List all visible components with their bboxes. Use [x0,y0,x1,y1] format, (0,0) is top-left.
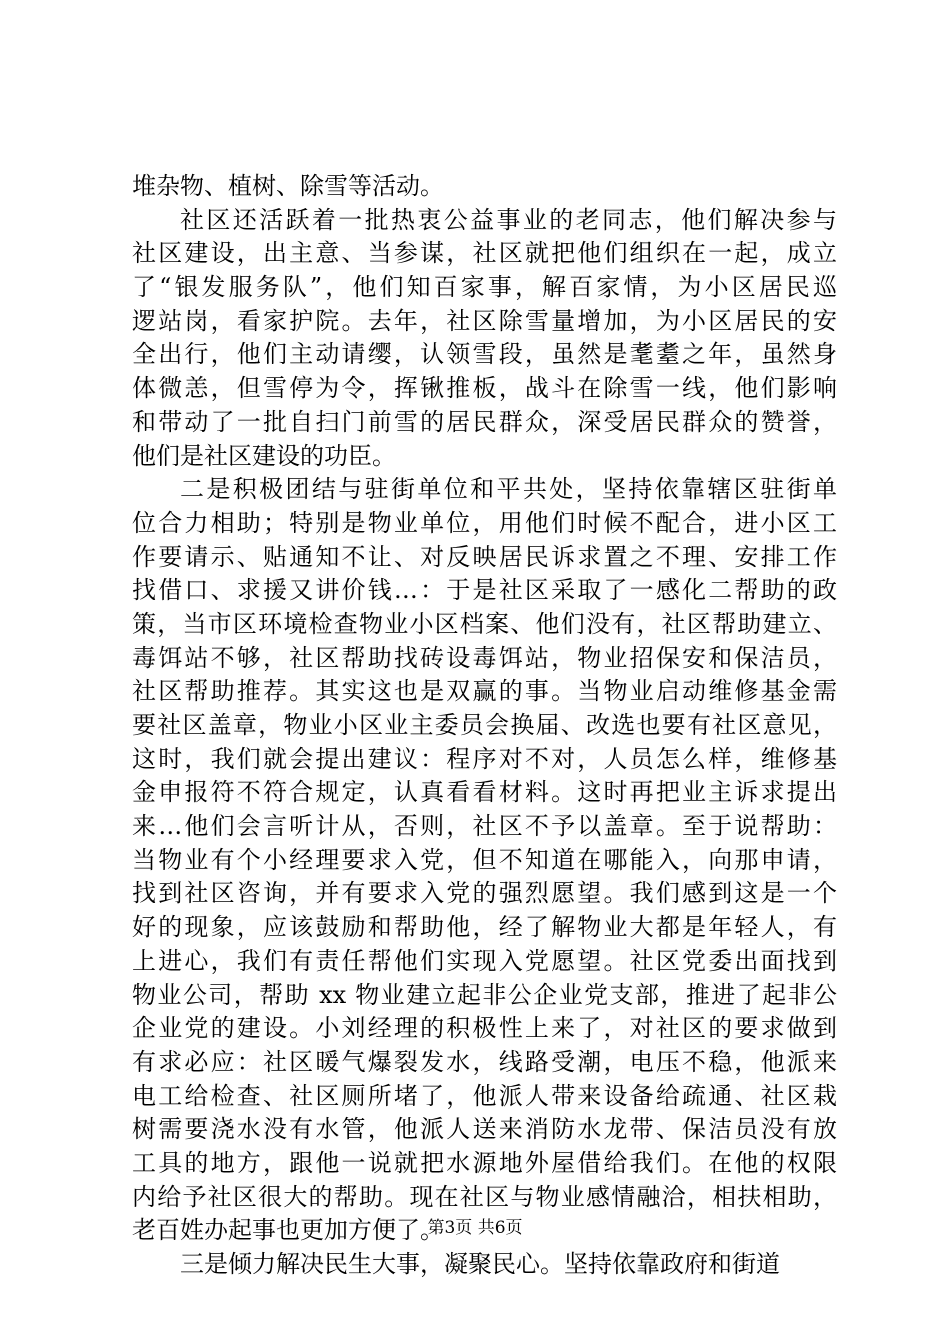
text-line: 他们是社区建设的功臣。 [132,441,396,470]
text-line: 老百姓办起事也更加方便了。 [132,1216,444,1245]
text-line: 要社区盖章，物业小区业主委员会换届、改选也要有社区意见， [132,711,837,739]
page-footer: 第3页 共6页 [427,1218,523,1238]
text-line: 作要请示、贴通知不让、对反映居民诉求置之不理、安排工作 [132,542,837,571]
text-line: 位合力相助；特别是物业单位，用他们时候不配合，进小区工 [132,508,837,537]
text-line: 内给予社区很大的帮助。现在社区与物业感情融洽，相扶相助， [132,1182,837,1211]
body-text [132,170,837,1282]
text-line: 逻站岗，看家护院。去年，社区除雪量增加，为小区居民的安 [132,306,837,335]
text-line: 堆杂物、植树、除雪等活动。 [132,172,444,200]
text-line: 物业公司，帮助 xx 物业建立起非公企业党支部，推进了起非公 [132,980,837,1009]
text-line: 二是积极团结与驻街单位和平共处，坚持依靠辖区驻街单 [180,475,837,504]
text-line: 了“银发服务队”，他们知百家事，解百家情，为小区居民巡 [132,273,837,302]
text-line: 策，当市区环境检查物业小区档案、他们没有，社区帮助建立、 [132,609,837,638]
text-line: 企业党的建设。小刘经理的积极性上来了，对社区的要求做到 [132,1014,837,1043]
text-line: 全出行，他们主动请缨，认领雪段，虽然是耄耋之年，虽然身 [132,340,837,369]
text-line: 找到社区咨询，并有要求入党的强烈愿望。我们感到这是一个 [132,879,837,908]
text-line: 有求必应：社区暖气爆裂发水，线路受潮，电压不稳，他派来 [132,1047,837,1076]
text-line: 金申报符不符合规定，认真看看材料。这时再把业主诉求提出 [132,778,837,807]
text-line: 和带动了一批自扫门前雪的居民群众，深受居民群众的赞誉， [132,407,837,436]
text-line: 好的现象，应该鼓励和帮助他，经了解物业大都是年轻人，有 [132,913,837,942]
text-line: 当物业有个小经理要求入党，但不知道在哪能入，向那申请， [132,845,837,874]
text-line: 社区建设，出主意、当参谋，社区就把他们组织在一起，成立 [132,239,837,268]
text-line: 这时，我们就会提出建议：程序对不对，人员怎么样，维修基 [132,744,837,773]
text-line: 社区帮助推荐。其实这也是双赢的事。当物业启动维修基金需 [132,677,837,706]
text-line: 工具的地方，跟他一说就把水源地外屋借给我们。在他的权限 [132,1148,837,1177]
text-line: 找借口、求援又讲价钱…：于是社区采取了一感化二帮助的政 [132,576,837,605]
text-line: 体微恙，但雪停为令，挥锹推板，战斗在除雪一线，他们影响 [132,374,837,403]
text-line: 树需要浇水没有水管，他派人送来消防水龙带、保洁员没有放 [132,1115,837,1144]
text-line: 电工给检查、社区厕所堵了，他派人带来设备给疏通、社区栽 [132,1081,837,1110]
text-line: 三是倾力解决民生大事，凝聚民心。坚持依靠政府和街道 [180,1250,780,1278]
text-line: 来…他们会言听计从，否则，社区不予以盖章。至于说帮助： [132,812,837,841]
text-line: 社区还活跃着一批热衷公益事业的老同志，他们解决参与 [180,205,837,234]
text-line: 毒饵站不够，社区帮助找砖设毒饵站，物业招保安和保洁员， [132,643,837,672]
text-line: 上进心，我们有责任帮他们实现入党愿望。社区党委出面找到 [132,946,837,975]
